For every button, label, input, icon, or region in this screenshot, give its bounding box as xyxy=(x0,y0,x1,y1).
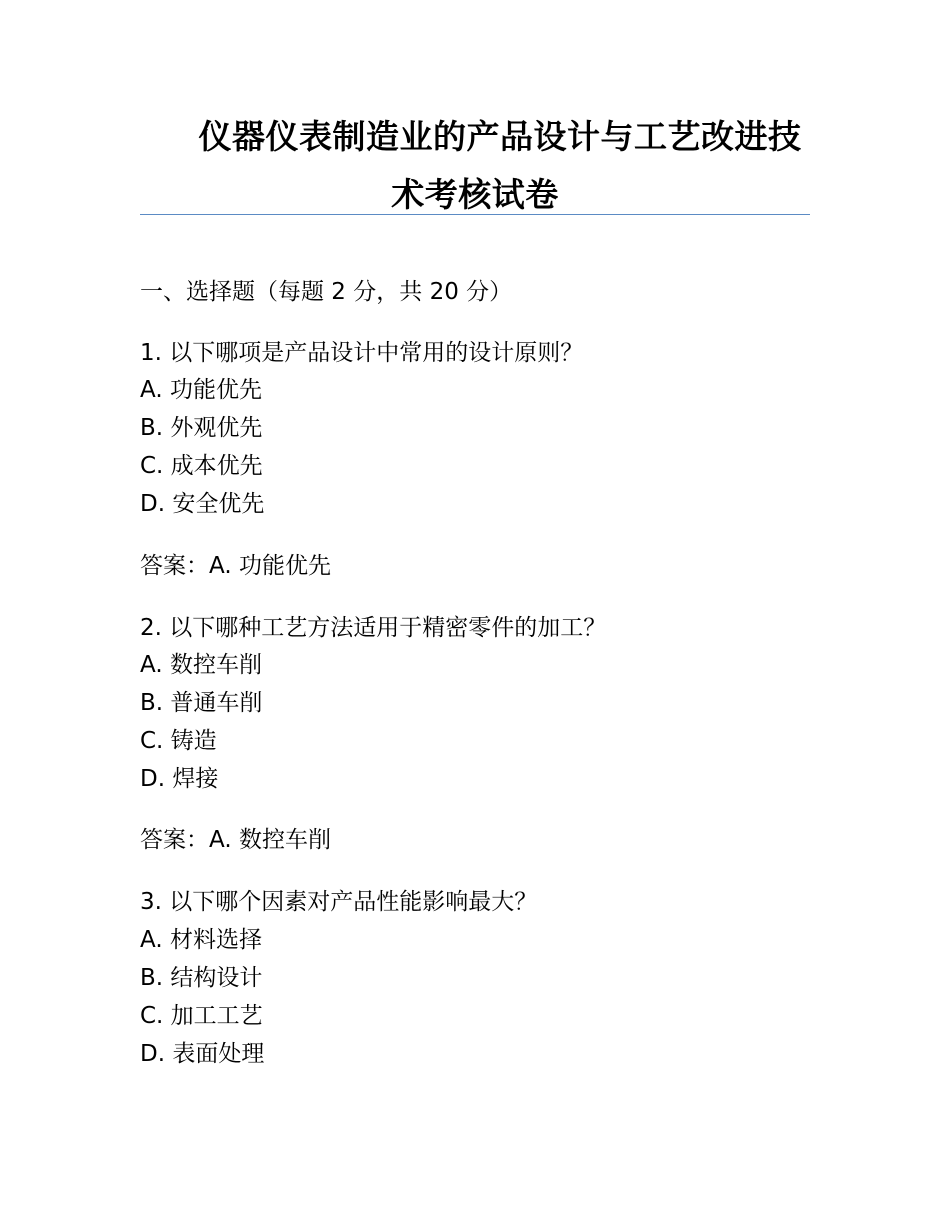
question-2-option-a: A. 数控车削 xyxy=(140,652,262,678)
title-line-2: 术考核试卷 xyxy=(391,175,559,214)
question-3-option-a: A. 材料选择 xyxy=(140,927,262,953)
question-3-option-b: B. 结构设计 xyxy=(140,965,263,991)
question-2-option-c: C. 铸造 xyxy=(140,728,217,754)
question-1-option-c: C. 成本优先 xyxy=(140,453,263,479)
question-2-option-d: D. 焊接 xyxy=(140,766,219,792)
document-title xyxy=(140,108,810,224)
question-1-option-d: D. 安全优先 xyxy=(140,491,265,517)
question-2-option-b: B. 普通车削 xyxy=(140,690,263,716)
question-3: 3. 以下哪个因素对产品性能影响最大？ xyxy=(140,889,538,915)
question-1-option-b: B. 外观优先 xyxy=(140,415,263,441)
question-1-option-a: A. 功能优先 xyxy=(140,377,262,403)
question-3-option-c: C. 加工工艺 xyxy=(140,1003,263,1029)
question-2-answer: 答案：A. 数控车削 xyxy=(140,827,331,853)
question-1-answer: 答案：A. 功能优先 xyxy=(140,553,331,579)
question-1: 1. 以下哪项是产品设计中常用的设计原则？ xyxy=(140,340,584,366)
question-2: 2. 以下哪种工艺方法适用于精密零件的加工？ xyxy=(140,615,607,641)
section-heading: 一、选择题（每题 2 分，共 20 分） xyxy=(140,279,513,305)
question-3-option-d: D. 表面处理 xyxy=(140,1041,265,1067)
title-line-1: 仪器仪表制造业的产品设计与工艺改进技 xyxy=(198,117,802,156)
title-divider xyxy=(140,214,810,215)
